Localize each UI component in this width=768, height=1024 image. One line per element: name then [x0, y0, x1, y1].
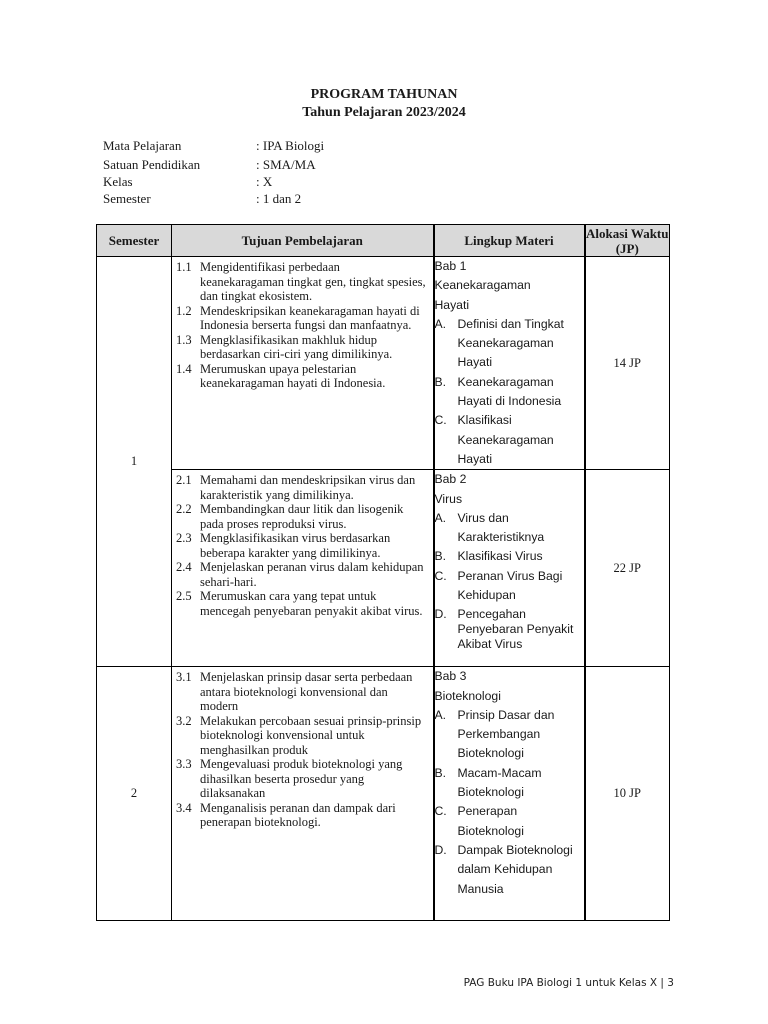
tujuan-item [176, 260, 427, 304]
materi-item [435, 706, 584, 764]
materi-item [435, 411, 584, 469]
tujuan-text: Mengklasifikasikan virus berdasarkan beberapa karakter yang dimilikinya. [200, 531, 391, 560]
tujuan-text: Menjelaskan peranan virus dalam kehidupan sehari-hari. [200, 560, 424, 589]
table-row [97, 470, 670, 667]
tujuan-text: Merumuskan upaya pelestarian keanekaragaman hayati di Indonesia. [200, 361, 386, 390]
tujuan-text: Mendeskripsikan keanekaragaman hayati di Indonesia berserta fungsi dan manfaatnya. [200, 303, 420, 332]
tujuan-number: 3.3 [176, 757, 192, 772]
materi-item [435, 373, 584, 412]
tujuan-text: Mengklasifikasikan makhluk hidup berdasarkan ciri-ciri yang dimilikinya. [200, 332, 393, 361]
header-tujuan: Tujuan Pembelajaran [172, 225, 434, 257]
alokasi-cell: 10 JP [585, 667, 670, 921]
tujuan-number: 1.4 [176, 361, 192, 376]
table-header-row [97, 225, 670, 257]
materi-text: Klasifikasi Keanekaragaman Hayati [457, 413, 554, 466]
materi-letter: B. [434, 374, 447, 389]
tujuan-number: 2.3 [176, 531, 192, 546]
materi-item [435, 315, 584, 373]
materi-text: Dampak Bioteknologi dalam Kehidupan Manusia [457, 842, 573, 896]
materi-cell [434, 257, 585, 470]
tujuan-text: Merumuskan cara yang tepat untuk mencegah penyebaran penyakit akibat virus. [200, 589, 423, 618]
materi-text: Keanekaragaman Hayati di Indonesia [457, 374, 562, 409]
materi-cell [434, 470, 585, 667]
materi-letter: B. [434, 765, 447, 780]
materi-letter: C. [434, 568, 447, 583]
program-table [96, 224, 670, 921]
tujuan-number: 3.1 [176, 670, 192, 685]
materi-text: Prinsip Dasar dan Perkembangan Bioteknologi [457, 707, 555, 761]
materi-item [435, 567, 584, 606]
tujuan-item [176, 560, 427, 589]
page-footer: PAG Buku IPA Biologi 1 untuk Kelas X | 3 [463, 977, 674, 989]
header-lingkup: Lingkup Materi [434, 225, 585, 257]
header-semester: Semester [97, 225, 172, 257]
tujuan-number: 2.4 [176, 560, 192, 575]
materi-text: Virus dan Karakteristiknya [457, 510, 545, 545]
bab-title: Virus [434, 491, 463, 506]
materi-text: Definisi dan Tingkat Keanekaragaman Hayati [457, 316, 564, 370]
materi-letter: D. [434, 607, 447, 622]
tujuan-item [176, 502, 427, 531]
tujuan-number: 2.5 [176, 589, 192, 604]
tujuan-text: Menganalisis peranan dan dampak dari penerapan bioteknologi. [200, 800, 396, 830]
bab-label: Bab 3 [434, 669, 467, 684]
page-title: PROGRAM TAHUNAN [310, 87, 458, 102]
materi-letter: C. [434, 804, 447, 819]
tujuan-text: Memahami dan mendeskripsikan virus dan karakteristik yang dimilikinya. [200, 473, 416, 502]
tujuan-item [176, 304, 427, 333]
header-alokasi: Alokasi Waktu (JP) [586, 225, 669, 256]
materi-text: Pencegahan Penyebaran Penyakit Akibat Virus [457, 607, 574, 652]
materi-item [435, 509, 584, 548]
materi-item [435, 802, 584, 841]
tujuan-item [176, 531, 427, 560]
materi-letter: A. [434, 510, 447, 525]
tujuan-item [176, 670, 427, 714]
alokasi-cell: 22 JP [585, 470, 670, 667]
tujuan-text: Mengevaluasi produk bioteknologi yang dihasilkan beserta prosedur yang dilaksanakan [200, 757, 403, 801]
tujuan-item [176, 801, 427, 830]
alokasi-cell: 14 JP [585, 257, 670, 470]
materi-letter: D. [434, 842, 447, 857]
info-label: Satuan Pendidikan [103, 157, 201, 172]
materi-text: Peranan Virus Bagi Kehidupan [457, 568, 563, 603]
materi-text: Penerapan Bioteknologi [457, 804, 524, 838]
info-label: Semester [103, 191, 151, 206]
tujuan-item [176, 589, 427, 618]
tujuan-number: 1.2 [176, 303, 192, 318]
tujuan-cell [172, 470, 434, 667]
bab-title: Keanekaragaman Hayati [434, 278, 531, 312]
bab-label: Bab 2 [434, 472, 467, 487]
tujuan-text: Mengidentifikasi perbedaan keanekaragaman tingkat gen, tingkat spesies, dan tingkat ekosistem. [200, 260, 426, 303]
materi-item [435, 547, 584, 566]
tujuan-cell [172, 257, 434, 470]
info-value: : IPA Biologi [256, 138, 325, 153]
tujuan-text: Menjelaskan prinsip dasar serta perbedaan antara bioteknologi konvensional dan modern [200, 670, 413, 714]
bab-title: Bioteknologi [434, 688, 501, 703]
tujuan-number: 2.2 [176, 502, 192, 517]
materi-item [435, 764, 584, 803]
info-label: Mata Pelajaran [103, 138, 182, 153]
tujuan-number: 3.2 [176, 713, 192, 728]
materi-letter: A. [434, 707, 447, 722]
tujuan-number: 3.4 [176, 800, 192, 815]
info-value: : SMA/MA [256, 157, 316, 172]
materi-letter: A. [434, 316, 447, 331]
materi-item [435, 605, 584, 652]
info-label: Kelas [103, 174, 133, 189]
materi-letter: C. [434, 413, 447, 428]
tujuan-text: Melakukan percobaan sesuai prinsip-prinsip bioteknologi konvensional untuk menghasilkan produk [200, 713, 422, 757]
tujuan-item [176, 714, 427, 758]
semester-cell: 2 [97, 667, 172, 921]
tujuan-item [176, 362, 427, 391]
table-row [97, 667, 670, 921]
tujuan-item [176, 757, 427, 801]
table-row [97, 257, 670, 470]
info-value: : X [256, 174, 273, 189]
tujuan-item [176, 333, 427, 362]
materi-cell [434, 667, 585, 921]
tujuan-number: 1.3 [176, 332, 192, 347]
materi-letter: B. [434, 549, 447, 564]
materi-item [435, 841, 584, 899]
tujuan-number: 2.1 [176, 473, 192, 488]
materi-text: Macam-Macam Bioteknologi [457, 765, 542, 800]
semester-cell: 1 [97, 257, 172, 667]
tujuan-number: 1.1 [176, 260, 192, 274]
materi-text: Klasifikasi Virus [457, 549, 543, 564]
tujuan-cell [172, 667, 434, 921]
tujuan-item [176, 473, 427, 502]
tujuan-text: Membandingkan daur litik dan lisogenik pada proses reproduksi virus. [200, 502, 404, 531]
page-subtitle: Tahun Pelajaran 2023/2024 [302, 105, 466, 120]
bab-label: Bab 1 [434, 259, 467, 273]
info-value: : 1 dan 2 [256, 191, 302, 206]
